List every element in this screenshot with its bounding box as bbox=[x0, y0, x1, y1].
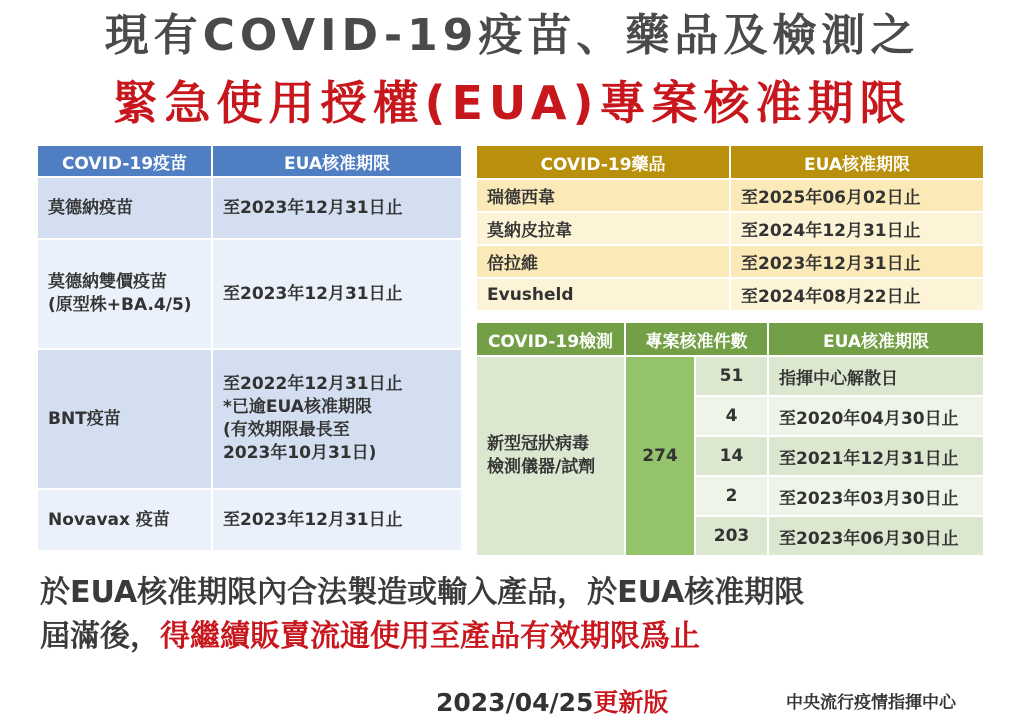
drug-period: 至2024年12月31日止 bbox=[730, 212, 984, 245]
table-row bbox=[477, 278, 984, 310]
test-header-kind: COVID-19檢測 bbox=[477, 323, 625, 356]
vaccine-header-period: EUA核准期限 bbox=[212, 146, 462, 177]
vaccine-name: 莫德納雙價疫苗 (原型株+BA.4/5) bbox=[38, 239, 212, 349]
drug-name: Evusheld bbox=[477, 278, 730, 310]
vaccine-name: 莫德納疫苗 bbox=[38, 177, 212, 239]
update-version: 更新版 bbox=[593, 688, 669, 717]
update-date-value: 2023/04/25 bbox=[436, 688, 594, 717]
title-line-2: 緊急使用授權(EUA)專案核准期限 bbox=[112, 76, 912, 130]
table-row bbox=[477, 356, 984, 396]
table-row bbox=[38, 177, 462, 239]
drug-period: 至2024年08月22日止 bbox=[730, 278, 984, 310]
table-row bbox=[38, 489, 462, 550]
drug-name: 倍拉維 bbox=[477, 245, 730, 278]
test-period: 至2023年06月30日止 bbox=[768, 516, 984, 555]
test-count: 51 bbox=[695, 356, 768, 396]
note-line-2-highlight: 得繼續販賣流通使用至產品有效期限爲止 bbox=[160, 619, 700, 654]
test-count: 2 bbox=[695, 476, 768, 516]
vaccine-period: 至2023年12月31日止 bbox=[212, 489, 462, 550]
table-row bbox=[38, 239, 462, 349]
test-total-count: 274 bbox=[625, 356, 695, 555]
drug-name: 莫納皮拉韋 bbox=[477, 212, 730, 245]
update-date bbox=[436, 683, 668, 719]
test-period: 指揮中心解散日 bbox=[768, 356, 984, 396]
test-header-count: 專案核准件數 bbox=[625, 323, 768, 356]
test-period: 至2021年12月31日止 bbox=[768, 436, 984, 476]
test-count: 4 bbox=[695, 396, 768, 436]
vaccine-period: 至2022年12月31日止 *已逾EUA核准期限 (有效期限最長至 2023年10月31日) bbox=[212, 349, 462, 489]
test-table bbox=[477, 323, 985, 555]
vaccine-table bbox=[38, 146, 463, 550]
test-header-period: EUA核准期限 bbox=[768, 323, 984, 356]
drug-table bbox=[477, 146, 985, 310]
table-row bbox=[38, 349, 462, 489]
organization-name: 中央流行疫情指揮中心 bbox=[786, 693, 956, 713]
drug-period: 至2025年06月02日止 bbox=[730, 179, 984, 212]
vaccine-period: 至2023年12月31日止 bbox=[212, 177, 462, 239]
test-period: 至2023年03月30日止 bbox=[768, 476, 984, 516]
drug-period: 至2023年12月31日止 bbox=[730, 245, 984, 278]
note-line-2 bbox=[40, 619, 1000, 654]
drug-header-period: EUA核准期限 bbox=[730, 146, 984, 179]
test-count: 14 bbox=[695, 436, 768, 476]
note-line-1: 於EUA核准期限內合法製造或輸入產品，於EUA核准期限 bbox=[40, 575, 805, 610]
table-row bbox=[477, 212, 984, 245]
vaccine-period: 至2023年12月31日止 bbox=[212, 239, 462, 349]
drug-name: 瑞德西韋 bbox=[477, 179, 730, 212]
vaccine-name: Novavax 疫苗 bbox=[38, 489, 212, 550]
table-row bbox=[477, 179, 984, 212]
test-count: 203 bbox=[695, 516, 768, 555]
vaccine-name: BNT疫苗 bbox=[38, 349, 212, 489]
test-period: 至2020年04月30日止 bbox=[768, 396, 984, 436]
vaccine-header-name: COVID-19疫苗 bbox=[38, 146, 212, 177]
title-line-1: 現有COVID-19疫苗、藥品及檢測之 bbox=[104, 10, 920, 61]
note-line-2-prefix: 屆滿後， bbox=[40, 619, 160, 654]
table-row bbox=[477, 245, 984, 278]
test-kind: 新型冠狀病毒 檢測儀器/試劑 bbox=[477, 356, 625, 555]
drug-header-name: COVID-19藥品 bbox=[477, 146, 730, 179]
